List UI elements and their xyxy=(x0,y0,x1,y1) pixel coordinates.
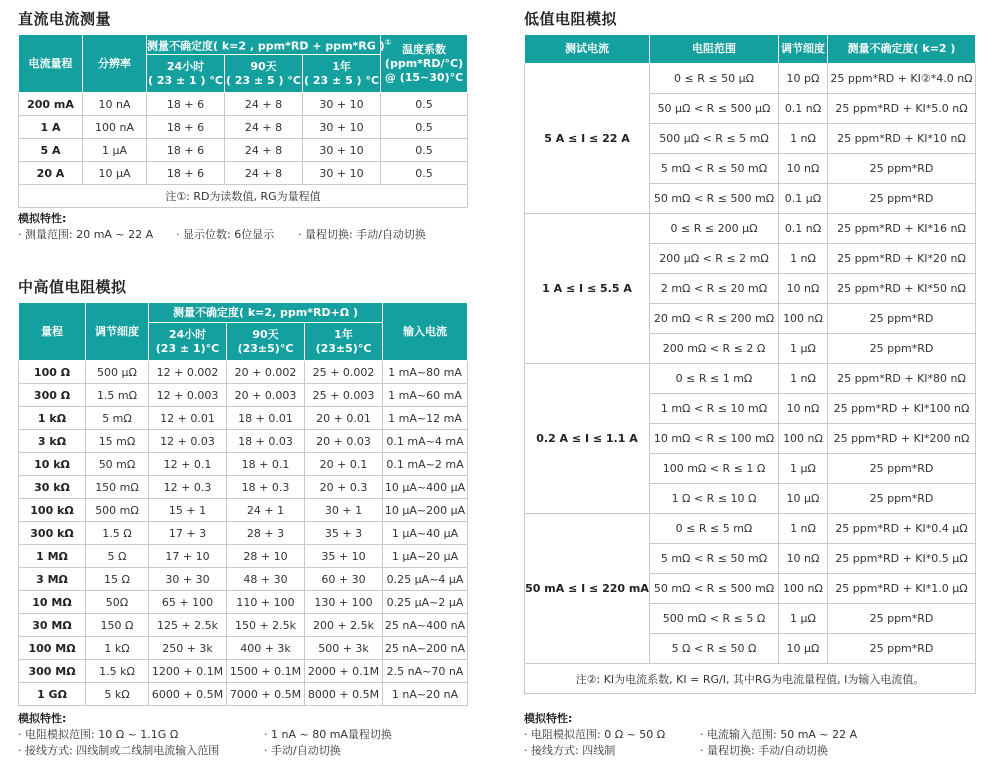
table-row xyxy=(19,453,468,476)
uncertainty-1y-cell: 30 + 10 xyxy=(303,162,381,185)
range-cell: 0 ≤ R ≤ 1 mΩ xyxy=(650,364,779,394)
table-row xyxy=(19,545,468,568)
lv-feature-item: · 接线方式: 四线制 xyxy=(524,744,616,757)
uncertainty-1y-cell: 35 + 10 xyxy=(305,545,383,568)
temp-coef-cell: 0.5 xyxy=(381,139,468,162)
table-row xyxy=(525,214,976,244)
dc-header-resolution: 分辨率 xyxy=(83,35,147,93)
fine-cell: 150 Ω xyxy=(86,614,149,637)
dc-feature-item: · 测量范围: 20 mA ~ 22 A xyxy=(18,228,154,241)
fine-cell: 100 nΩ xyxy=(779,424,828,454)
fine-cell: 1.5 kΩ xyxy=(86,660,149,683)
table-row xyxy=(19,683,468,706)
input-current-cell: 1 mA~12 mA xyxy=(383,407,468,430)
table-row xyxy=(19,591,468,614)
uncertainty-24h-cell: 18 + 6 xyxy=(147,139,225,162)
current-group-cell: 1 A ≤ I ≤ 5.5 A xyxy=(525,214,650,364)
range-cell: 1 MΩ xyxy=(19,545,86,568)
current-group-cell: 50 mA ≤ I ≤ 220 mA xyxy=(525,514,650,664)
fine-cell: 1 nΩ xyxy=(779,364,828,394)
mh-resistance-table xyxy=(18,302,468,706)
range-cell: 30 kΩ xyxy=(19,476,86,499)
table-row xyxy=(19,361,468,384)
fine-cell: 0.1 nΩ xyxy=(779,94,828,124)
range-cell: 5 mΩ < R ≤ 50 mΩ xyxy=(650,154,779,184)
lv-feature-item: · 电流输入范围: 50 mA ~ 22 A xyxy=(700,728,858,741)
input-current-cell: 1 μA~20 μA xyxy=(383,545,468,568)
uncertainty-cell: 25 ppm*RD + KI*0.4 μΩ xyxy=(828,514,976,544)
range-cell: 10 kΩ xyxy=(19,453,86,476)
current-group-cell: 5 A ≤ I ≤ 22 A xyxy=(525,64,650,214)
uncertainty-24h-cell: 12 + 0.03 xyxy=(149,430,227,453)
mh-header-90d: 90天 (23±5)°C xyxy=(227,323,305,361)
range-cell: 100 kΩ xyxy=(19,499,86,522)
resolution-cell: 10 nA xyxy=(83,93,147,116)
uncertainty-24h-cell: 18 + 6 xyxy=(147,93,225,116)
uncertainty-1y-cell: 35 + 3 xyxy=(305,522,383,545)
uncertainty-90d-cell: 28 + 10 xyxy=(227,545,305,568)
dc-feature-item: · 量程切换: 手动/自动切换 xyxy=(298,228,426,241)
range-cell: 1 GΩ xyxy=(19,683,86,706)
uncertainty-1y-cell: 30 + 10 xyxy=(303,116,381,139)
fine-cell: 15 mΩ xyxy=(86,430,149,453)
uncertainty-90d-cell: 20 + 0.003 xyxy=(227,384,305,407)
range-cell: 20 mΩ < R ≤ 200 mΩ xyxy=(650,304,779,334)
range-cell: 300 kΩ xyxy=(19,522,86,545)
table-row xyxy=(19,93,468,116)
uncertainty-cell: 25 ppm*RD + KI*100 nΩ xyxy=(828,394,976,424)
uncertainty-cell: 25 ppm*RD + KI*50 nΩ xyxy=(828,274,976,304)
fine-cell: 5 mΩ xyxy=(86,407,149,430)
fine-cell: 50 mΩ xyxy=(86,453,149,476)
lv-section-title: 低值电阻模拟 xyxy=(524,10,618,28)
range-cell: 100 MΩ xyxy=(19,637,86,660)
range-cell: 100 Ω xyxy=(19,361,86,384)
range-cell: 0 ≤ R ≤ 5 mΩ xyxy=(650,514,779,544)
uncertainty-24h-cell: 1200 + 0.1M xyxy=(149,660,227,683)
uncertainty-24h-cell: 250 + 3k xyxy=(149,637,227,660)
fine-cell: 1 nΩ xyxy=(779,124,828,154)
uncertainty-90d-cell: 20 + 0.002 xyxy=(227,361,305,384)
lv-note: 注②: KI为电流系数, KI = RG/I, 其中RG为电流量程值, I为输入电流值。 xyxy=(525,664,976,694)
range-cell: 3 MΩ xyxy=(19,568,86,591)
mh-feature-item: · 电阻模拟范围: 10 Ω ~ 1.1G Ω xyxy=(18,728,179,741)
input-current-cell: 0.1 mA~4 mA xyxy=(383,430,468,453)
uncertainty-cell: 25 ppm*RD xyxy=(828,334,976,364)
uncertainty-cell: 25 ppm*RD + KI*5.0 nΩ xyxy=(828,94,976,124)
range-cell: 1 Ω < R ≤ 10 Ω xyxy=(650,484,779,514)
fine-cell: 15 Ω xyxy=(86,568,149,591)
range-cell: 0 ≤ R ≤ 50 μΩ xyxy=(650,64,779,94)
input-current-cell: 10 μA~400 μA xyxy=(383,476,468,499)
uncertainty-90d-cell: 18 + 0.3 xyxy=(227,476,305,499)
range-cell: 50 μΩ < R ≤ 500 μΩ xyxy=(650,94,779,124)
mh-header-uncertainty: 测量不确定度( k=2, ppm*RD+Ω ) xyxy=(149,303,383,323)
dc-header-90d: 90天 ( 23 ± 5 ) °C xyxy=(225,55,303,93)
mh-section-title: 中高值电阻模拟 xyxy=(18,278,127,296)
table-row xyxy=(525,364,976,394)
uncertainty-cell: 25 ppm*RD xyxy=(828,184,976,214)
lv-header-uncertainty: 测量不确定度( k=2 ) xyxy=(828,35,976,64)
range-cell: 5 A xyxy=(19,139,83,162)
input-current-cell: 0.25 μA~2 μA xyxy=(383,591,468,614)
range-cell: 300 MΩ xyxy=(19,660,86,683)
lv-feature-item: · 电阻模拟范围: 0 Ω ~ 50 Ω xyxy=(524,728,666,741)
uncertainty-24h-cell: 15 + 1 xyxy=(149,499,227,522)
uncertainty-90d-cell: 7000 + 0.5M xyxy=(227,683,305,706)
table-row xyxy=(19,430,468,453)
fine-cell: 150 mΩ xyxy=(86,476,149,499)
fine-cell: 1.5 mΩ xyxy=(86,384,149,407)
fine-cell: 0.1 μΩ xyxy=(779,184,828,214)
uncertainty-cell: 25 ppm*RD + KI*10 nΩ xyxy=(828,124,976,154)
range-cell: 10 MΩ xyxy=(19,591,86,614)
range-cell: 5 Ω < R ≤ 50 Ω xyxy=(650,634,779,664)
input-current-cell: 2.5 nA~70 nA xyxy=(383,660,468,683)
uncertainty-90d-cell: 24 + 8 xyxy=(225,93,303,116)
mh-header-range: 量程 xyxy=(19,303,86,361)
input-current-cell: 1 μA~40 μA xyxy=(383,522,468,545)
dc-features-title: 模拟特性: xyxy=(18,212,67,225)
fine-cell: 1.5 Ω xyxy=(86,522,149,545)
mh-features-title: 模拟特性: xyxy=(18,712,67,725)
uncertainty-24h-cell: 65 + 100 xyxy=(149,591,227,614)
fine-cell: 1 kΩ xyxy=(86,637,149,660)
uncertainty-90d-cell: 28 + 3 xyxy=(227,522,305,545)
range-cell: 1 mΩ < R ≤ 10 mΩ xyxy=(650,394,779,424)
fine-cell: 10 μΩ xyxy=(779,484,828,514)
lv-resistance-table xyxy=(524,34,976,694)
uncertainty-cell: 25 ppm*RD + KI*200 nΩ xyxy=(828,424,976,454)
table-row xyxy=(19,384,468,407)
dc-features xyxy=(18,211,426,243)
range-cell: 10 mΩ < R ≤ 100 mΩ xyxy=(650,424,779,454)
uncertainty-cell: 25 ppm*RD xyxy=(828,454,976,484)
range-cell: 50 mΩ < R ≤ 500 mΩ xyxy=(650,574,779,604)
input-current-cell: 25 nA~200 nA xyxy=(383,637,468,660)
table-row xyxy=(19,162,468,185)
mh-feature-item: · 1 nA ~ 80 mA量程切换 xyxy=(264,728,392,741)
dc-section-title: 直流电流测量 xyxy=(18,10,112,28)
table-row xyxy=(19,660,468,683)
uncertainty-90d-cell: 24 + 8 xyxy=(225,139,303,162)
uncertainty-1y-cell: 20 + 0.1 xyxy=(305,453,383,476)
lv-header-fine: 调节细度 xyxy=(779,35,828,64)
uncertainty-24h-cell: 125 + 2.5k xyxy=(149,614,227,637)
uncertainty-cell: 25 ppm*RD + KI*16 nΩ xyxy=(828,214,976,244)
table-row xyxy=(19,499,468,522)
range-cell: 500 mΩ < R ≤ 5 Ω xyxy=(650,604,779,634)
uncertainty-90d-cell: 1500 + 0.1M xyxy=(227,660,305,683)
uncertainty-24h-cell: 18 + 6 xyxy=(147,116,225,139)
uncertainty-90d-cell: 24 + 8 xyxy=(225,116,303,139)
uncertainty-1y-cell: 30 + 1 xyxy=(305,499,383,522)
table-row xyxy=(19,116,468,139)
uncertainty-90d-cell: 18 + 0.03 xyxy=(227,430,305,453)
lv-features xyxy=(524,711,857,759)
range-cell: 100 mΩ < R ≤ 1 Ω xyxy=(650,454,779,484)
fine-cell: 10 pΩ xyxy=(779,64,828,94)
dc-header-1y: 1年 ( 23 ± 5 ) °C xyxy=(303,55,381,93)
fine-cell: 1 nΩ xyxy=(779,244,828,274)
lv-header-range: 电阻范围 xyxy=(650,35,779,64)
uncertainty-90d-cell: 24 + 1 xyxy=(227,499,305,522)
resolution-cell: 10 μA xyxy=(83,162,147,185)
input-current-cell: 10 μA~200 μA xyxy=(383,499,468,522)
fine-cell: 5 Ω xyxy=(86,545,149,568)
uncertainty-1y-cell: 25 + 0.002 xyxy=(305,361,383,384)
table-row xyxy=(525,514,976,544)
uncertainty-1y-cell: 30 + 10 xyxy=(303,93,381,116)
fine-cell: 1 μΩ xyxy=(779,334,828,364)
uncertainty-1y-cell: 200 + 2.5k xyxy=(305,614,383,637)
input-current-cell: 25 nA~400 nA xyxy=(383,614,468,637)
mh-header-current: 输入电流 xyxy=(383,303,468,361)
fine-cell: 100 nΩ xyxy=(779,574,828,604)
fine-cell: 500 μΩ xyxy=(86,361,149,384)
uncertainty-24h-cell: 12 + 0.003 xyxy=(149,384,227,407)
uncertainty-1y-cell: 20 + 0.01 xyxy=(305,407,383,430)
table-row xyxy=(19,522,468,545)
table-row xyxy=(19,139,468,162)
uncertainty-cell: 25 ppm*RD + KI②*4.0 nΩ xyxy=(828,64,976,94)
resolution-cell: 1 μA xyxy=(83,139,147,162)
dc-header-uncertainty: 测量不确定度( k=2 , ppm*RD + ppm*RG )① xyxy=(147,35,381,55)
range-cell: 20 A xyxy=(19,162,83,185)
table-row xyxy=(525,64,976,94)
mh-header-fine: 调节细度 xyxy=(86,303,149,361)
fine-cell: 10 nΩ xyxy=(779,544,828,574)
mh-features xyxy=(18,711,392,759)
fine-cell: 10 μΩ xyxy=(779,634,828,664)
uncertainty-24h-cell: 12 + 0.002 xyxy=(149,361,227,384)
fine-cell: 1 nΩ xyxy=(779,514,828,544)
range-cell: 1 A xyxy=(19,116,83,139)
uncertainty-cell: 25 ppm*RD + KI*1.0 μΩ xyxy=(828,574,976,604)
dc-feature-item: · 显示位数: 6位显示 xyxy=(176,228,275,241)
uncertainty-24h-cell: 12 + 0.3 xyxy=(149,476,227,499)
uncertainty-1y-cell: 60 + 30 xyxy=(305,568,383,591)
uncertainty-cell: 25 ppm*RD xyxy=(828,154,976,184)
input-current-cell: 1 nA~20 nA xyxy=(383,683,468,706)
fine-cell: 500 mΩ xyxy=(86,499,149,522)
uncertainty-24h-cell: 30 + 30 xyxy=(149,568,227,591)
uncertainty-24h-cell: 17 + 3 xyxy=(149,522,227,545)
dc-header-24h: 24小时 ( 23 ± 1 ) °C xyxy=(147,55,225,93)
fine-cell: 10 nΩ xyxy=(779,394,828,424)
range-cell: 2 mΩ < R ≤ 20 mΩ xyxy=(650,274,779,304)
uncertainty-24h-cell: 6000 + 0.5M xyxy=(149,683,227,706)
uncertainty-cell: 25 ppm*RD xyxy=(828,634,976,664)
current-group-cell: 0.2 A ≤ I ≤ 1.1 A xyxy=(525,364,650,514)
uncertainty-90d-cell: 150 + 2.5k xyxy=(227,614,305,637)
range-cell: 1 kΩ xyxy=(19,407,86,430)
range-cell: 3 kΩ xyxy=(19,430,86,453)
range-cell: 0 ≤ R ≤ 200 μΩ xyxy=(650,214,779,244)
dc-header-range: 电流量程 xyxy=(19,35,83,93)
uncertainty-1y-cell: 25 + 0.003 xyxy=(305,384,383,407)
lv-header-current: 测试电流 xyxy=(525,35,650,64)
table-row xyxy=(19,407,468,430)
uncertainty-90d-cell: 18 + 0.1 xyxy=(227,453,305,476)
fine-cell: 100 nΩ xyxy=(779,304,828,334)
range-cell: 200 mΩ < R ≤ 2 Ω xyxy=(650,334,779,364)
temp-coef-cell: 0.5 xyxy=(381,93,468,116)
dc-note: 注①: RD为读数值, RG为量程值 xyxy=(19,185,468,208)
uncertainty-1y-cell: 20 + 0.03 xyxy=(305,430,383,453)
uncertainty-1y-cell: 20 + 0.3 xyxy=(305,476,383,499)
table-row xyxy=(19,614,468,637)
range-cell: 500 μΩ < R ≤ 5 mΩ xyxy=(650,124,779,154)
range-cell: 300 Ω xyxy=(19,384,86,407)
range-cell: 30 MΩ xyxy=(19,614,86,637)
fine-cell: 10 nΩ xyxy=(779,154,828,184)
uncertainty-1y-cell: 2000 + 0.1M xyxy=(305,660,383,683)
uncertainty-cell: 25 ppm*RD + KI*0.5 μΩ xyxy=(828,544,976,574)
temp-coef-cell: 0.5 xyxy=(381,162,468,185)
table-row xyxy=(19,568,468,591)
uncertainty-24h-cell: 12 + 0.1 xyxy=(149,453,227,476)
range-cell: 200 μΩ < R ≤ 2 mΩ xyxy=(650,244,779,274)
temp-coef-cell: 0.5 xyxy=(381,116,468,139)
uncertainty-1y-cell: 30 + 10 xyxy=(303,139,381,162)
uncertainty-90d-cell: 400 + 3k xyxy=(227,637,305,660)
input-current-cell: 1 mA~80 mA xyxy=(383,361,468,384)
input-current-cell: 1 mA~60 mA xyxy=(383,384,468,407)
table-row xyxy=(19,476,468,499)
uncertainty-90d-cell: 48 + 30 xyxy=(227,568,305,591)
fine-cell: 5 kΩ xyxy=(86,683,149,706)
dc-current-table xyxy=(18,34,468,208)
fine-cell: 50Ω xyxy=(86,591,149,614)
fine-cell: 0.1 nΩ xyxy=(779,214,828,244)
uncertainty-90d-cell: 18 + 0.01 xyxy=(227,407,305,430)
input-current-cell: 0.1 mA~2 mA xyxy=(383,453,468,476)
fine-cell: 10 nΩ xyxy=(779,274,828,304)
mh-feature-item: · 手动/自动切换 xyxy=(264,744,341,757)
range-cell: 200 mA xyxy=(19,93,83,116)
fine-cell: 1 μΩ xyxy=(779,604,828,634)
table-row xyxy=(19,637,468,660)
mh-header-1y: 1年 (23±5)°C xyxy=(305,323,383,361)
input-current-cell: 0.25 μA~4 μA xyxy=(383,568,468,591)
resolution-cell: 100 nA xyxy=(83,116,147,139)
uncertainty-1y-cell: 500 + 3k xyxy=(305,637,383,660)
uncertainty-cell: 25 ppm*RD + KI*80 nΩ xyxy=(828,364,976,394)
range-cell: 5 mΩ < R ≤ 50 mΩ xyxy=(650,544,779,574)
uncertainty-24h-cell: 12 + 0.01 xyxy=(149,407,227,430)
lv-feature-item: · 量程切换: 手动/自动切换 xyxy=(700,744,828,757)
fine-cell: 1 μΩ xyxy=(779,454,828,484)
uncertainty-1y-cell: 8000 + 0.5M xyxy=(305,683,383,706)
uncertainty-cell: 25 ppm*RD xyxy=(828,304,976,334)
uncertainty-90d-cell: 110 + 100 xyxy=(227,591,305,614)
mh-header-24h: 24小时 (23 ± 1)°C xyxy=(149,323,227,361)
uncertainty-24h-cell: 17 + 10 xyxy=(149,545,227,568)
uncertainty-cell: 25 ppm*RD xyxy=(828,604,976,634)
dc-header-temp-coef: 温度系数 (ppm*RD/°C) @ (15~30)°C xyxy=(381,35,468,93)
lv-features-title: 模拟特性: xyxy=(524,712,573,725)
uncertainty-cell: 25 ppm*RD xyxy=(828,484,976,514)
uncertainty-90d-cell: 24 + 8 xyxy=(225,162,303,185)
mh-feature-item: · 接线方式: 四线制或二线制电流输入范围 xyxy=(18,744,220,757)
range-cell: 50 mΩ < R ≤ 500 mΩ xyxy=(650,184,779,214)
uncertainty-cell: 25 ppm*RD + KI*20 nΩ xyxy=(828,244,976,274)
uncertainty-24h-cell: 18 + 6 xyxy=(147,162,225,185)
uncertainty-1y-cell: 130 + 100 xyxy=(305,591,383,614)
